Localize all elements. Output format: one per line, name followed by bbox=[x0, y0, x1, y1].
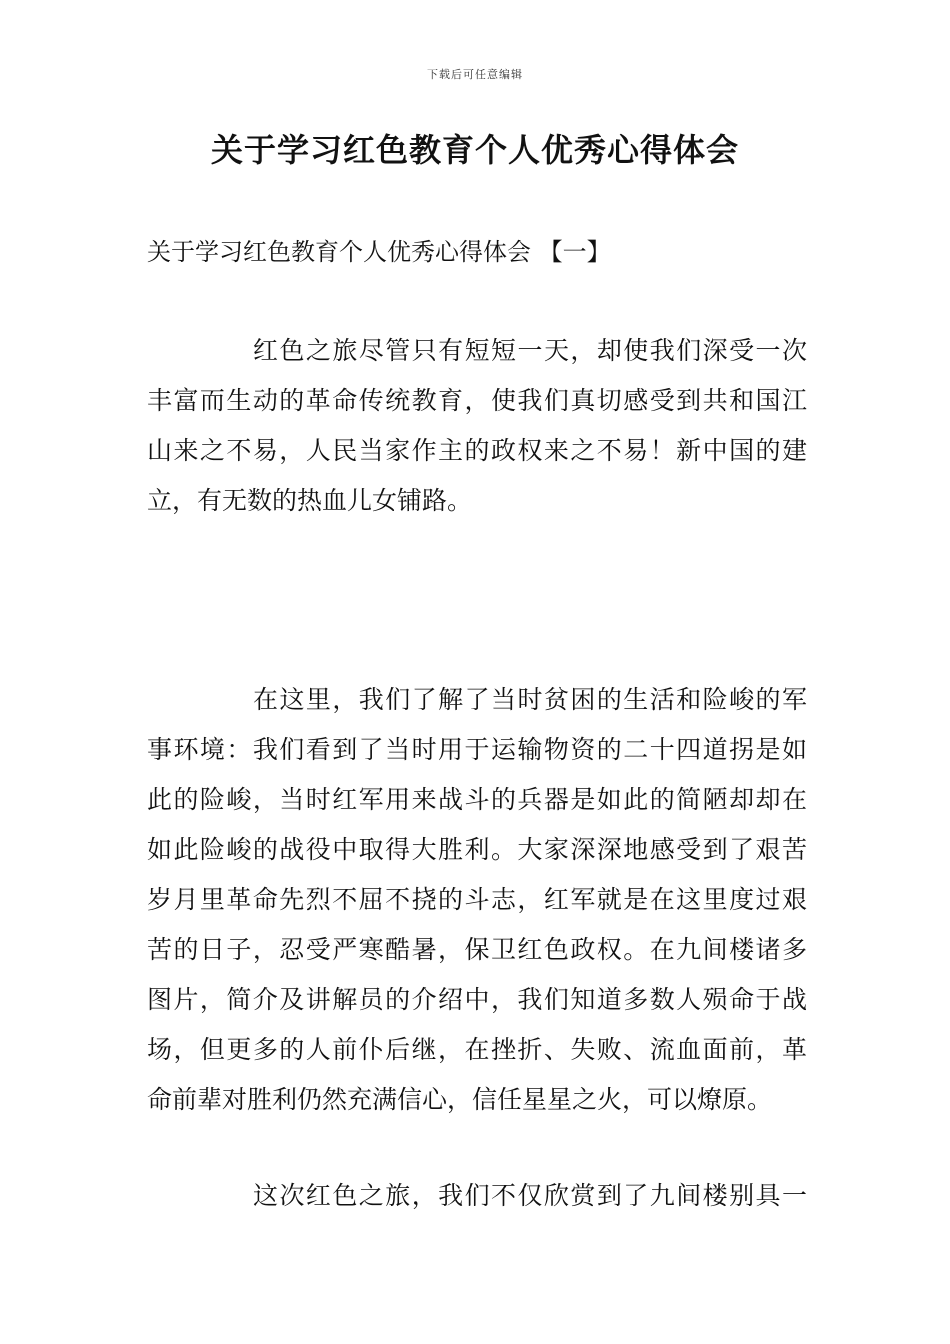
paragraph-line: 场，但更多的人前仆后继，在挫折、失败、流血面前，革 bbox=[147, 1035, 807, 1064]
paragraph-line: 事环境：我们看到了当时用于运输物资的二十四道拐是如 bbox=[147, 735, 807, 764]
section-heading: 关于学习红色教育个人优秀心得体会 【一】 bbox=[147, 238, 611, 266]
paragraph-line: 在这里，我们了解了当时贫困的生活和险峻的军 bbox=[253, 685, 807, 714]
paragraph-2 bbox=[147, 675, 807, 1125]
paragraph-line: 这次红色之旅，我们不仅欣赏到了九间楼别具一 bbox=[253, 1181, 807, 1210]
document-title: 关于学习红色教育个人优秀心得体会 bbox=[210, 131, 739, 169]
paragraph-3 bbox=[147, 1171, 807, 1221]
paragraph-line: 苦的日子，忍受严寒酷暑，保卫红色政权。在九间楼诸多 bbox=[147, 935, 807, 964]
paragraph-line: 此的险峻，当时红军用来战斗的兵器是如此的简陋却却在 bbox=[147, 785, 807, 814]
paragraph-line: 红色之旅尽管只有短短一天，却使我们深受一次 bbox=[253, 336, 807, 365]
paragraph-line: 命前辈对胜利仍然充满信心，信任星星之火，可以燎原。 bbox=[147, 1085, 773, 1114]
paragraph-line: 如此险峻的战役中取得大胜利。大家深深地感受到了艰苦 bbox=[147, 835, 807, 864]
paragraph-line: 山来之不易，人民当家作主的政权来之不易！新中国的建 bbox=[147, 436, 807, 465]
paragraph-line: 岁月里革命先烈不屈不挠的斗志，红军就是在这里度过艰 bbox=[147, 885, 807, 914]
paragraph-line: 立，有无数的热血儿女铺路。 bbox=[147, 486, 473, 515]
paragraph-line: 图片，简介及讲解员的介绍中，我们知道多数人殒命于战 bbox=[147, 985, 807, 1014]
paragraph-line: 丰富而生动的革命传统教育，使我们真切感受到共和国江 bbox=[147, 386, 807, 415]
header-note: 下载后可任意编辑 bbox=[427, 68, 523, 81]
paragraph-1 bbox=[147, 326, 807, 526]
